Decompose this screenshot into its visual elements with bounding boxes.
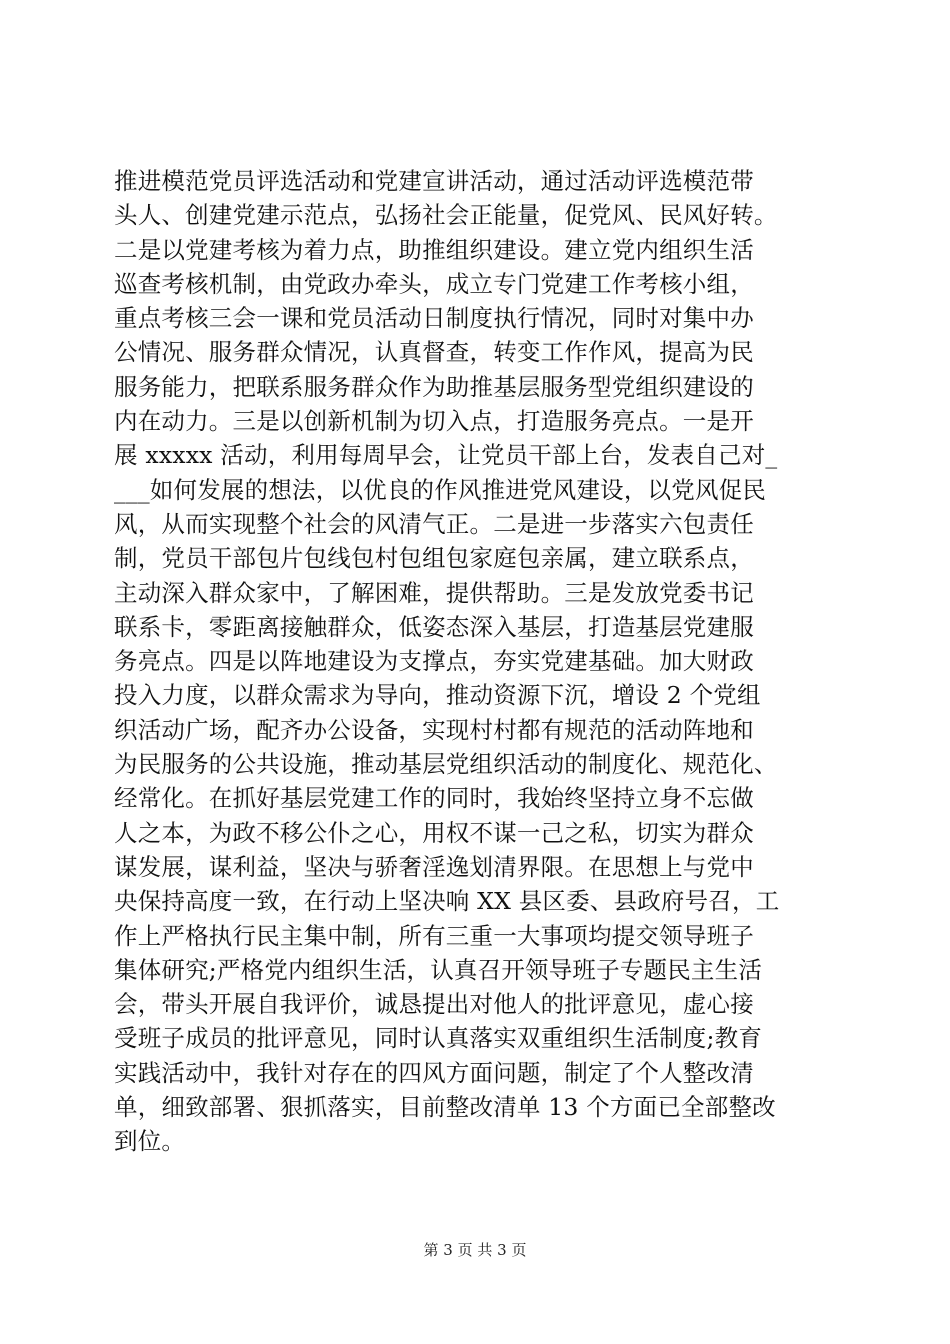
text-line: 服务能力，把联系服务群众作为助推基层服务型党组织建设的 xyxy=(114,372,754,401)
text-line: 实践活动中，我针对存在的四风方面问题，制定了个人整改清 xyxy=(114,1058,754,1087)
text-line: 巡查考核机制，由党政办牵头，成立专门党建工作考核小组， xyxy=(114,269,754,298)
text-line: 重点考核三会一课和党员活动日制度执行情况，同时对集中办 xyxy=(114,304,754,333)
text-line: 推进模范党员评选活动和党建宣讲活动，通过活动评选模范带 xyxy=(114,167,754,195)
body-paragraph xyxy=(114,164,836,1159)
text-line: 联系卡，零距离接触群众，低姿态深入基层，打造基层党建服 xyxy=(114,612,754,641)
text-line: 集体研究;严格党内组织生活，认真召开领导班子专题民主生活 xyxy=(114,955,763,984)
text-line: 到位。 xyxy=(114,1127,186,1156)
text-line: 制，党员干部包片包线包村包组包家庭包亲属，建立联系点， xyxy=(114,544,754,573)
text-line: 为民服务的公共设施，推动基层党组织活动的制度化、规范化、 xyxy=(114,750,778,779)
text-line: 展 xxxxx 活动，利用每周早会，让党员干部上台，发表自己对_ xyxy=(114,441,778,470)
page-number-footer: 第 3 页 共 3 页 xyxy=(423,1241,527,1259)
text-line: 谋发展，谋利益，坚决与骄奢淫逸划清界限。在思想上与党中 xyxy=(114,852,754,881)
text-line: 单，细致部署、狠抓落实，目前整改清单 13 个方面已全部整改 xyxy=(114,1093,776,1122)
text-line: 内在动力。三是以创新机制为切入点，打造服务亮点。一是开 xyxy=(114,407,754,436)
text-line: 人之本，为政不移公仆之心，用权不谋一己之私，切实为群众 xyxy=(114,818,754,847)
text-line: 受班子成员的批评意见，同时认真落实双重组织生活制度;教育 xyxy=(114,1024,763,1053)
text-line: 经常化。在抓好基层党建工作的同时，我始终坚持立身不忘做 xyxy=(114,784,754,813)
text-line: 二是以党建考核为着力点，助推组织建设。建立党内组织生活 xyxy=(114,235,754,264)
text-line: 央保持高度一致，在行动上坚决响 XX 县区委、县政府号召，工 xyxy=(114,887,780,916)
text-line: 主动深入群众家中，了解困难，提供帮助。三是发放党委书记 xyxy=(114,578,754,607)
text-line: 风，从而实现整个社会的风清气正。二是进一步落实六包责任 xyxy=(114,509,754,538)
text-line: 投入力度，以群众需求为导向，推动资源下沉，增设 2 个党组 xyxy=(114,681,761,710)
text-line: 公情况、服务群众情况，认真督查，转变工作作风，提高为民 xyxy=(114,338,754,367)
text-line: 作上严格执行民主集中制，所有三重一大事项均提交领导班子 xyxy=(114,921,754,950)
text-line: ___如何发展的想法，以优良的作风推进党风建设，以党风促民 xyxy=(114,475,767,504)
text-line: 会，带头开展自我评价，诚恳提出对他人的批评意见，虚心接 xyxy=(114,990,754,1019)
text-line: 织活动广场，配齐办公设备，实现村村都有规范的活动阵地和 xyxy=(114,715,754,744)
text-line: 头人、创建党建示范点，弘扬社会正能量，促党风、民风好转。 xyxy=(114,201,778,230)
text-line: 务亮点。四是以阵地建设为支撑点，夯实党建基础。加大财政 xyxy=(114,647,754,676)
